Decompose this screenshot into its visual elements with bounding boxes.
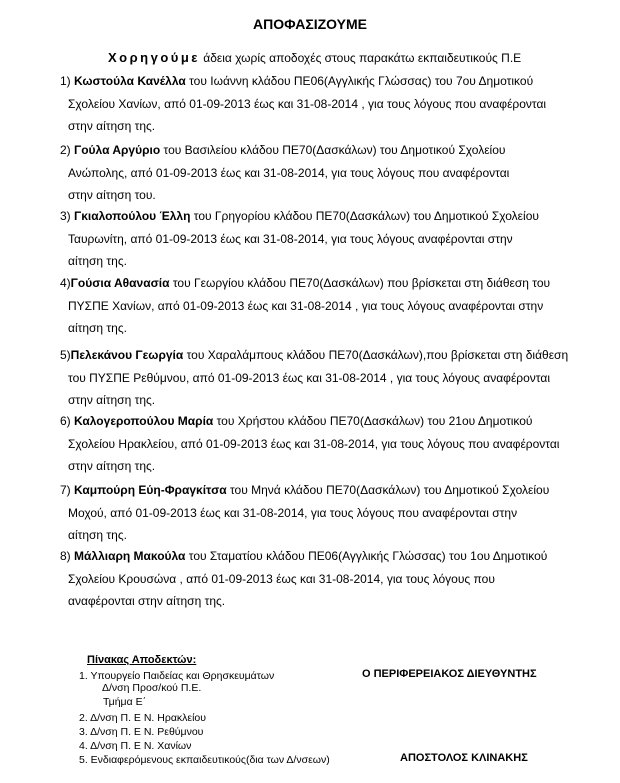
item-number: 2) <box>60 143 75 157</box>
item-line: του Ιωάννη κλάδου ΠΕ06(Αγγλικής Γλώσσας) του 7ου Δημοτικού <box>185 74 534 88</box>
teacher-item-6 <box>60 410 615 478</box>
item-number: 5) <box>60 348 71 362</box>
recipient-line: 3. Δ/νση Π. Ε Ν. Ρεθύμνου <box>79 726 204 738</box>
recipients-title: Πίνακας Αποδεκτών: <box>87 654 197 666</box>
teacher-item-4 <box>60 272 615 340</box>
item-line: του Μηνά κλάδου ΠΕ70(Δασκάλων) του Δημοτικού Σχολείου <box>226 483 550 497</box>
signatory-title: Ο ΠΕΡΙΦΕΡΕΙΑΚΟΣ ΔΙΕΥΘΥΝΤΗΣ <box>362 668 537 680</box>
item-number: 7) <box>60 483 75 497</box>
item-line: Ανώπολης, από 01-09-2013 έως και 31-08-2014, για τους λόγους που αναφέρονται <box>68 165 510 180</box>
item-line: Σχολείου Χανίων, από 01-09-2013 έως και 31-08-2014 , για τους λόγους που αναφέρονται <box>68 96 547 111</box>
item-line: του Σταματίου κλάδου ΠΕ06(Αγγλικής Γλώσσας) του 1ου Δημοτικού <box>185 549 548 563</box>
item-number: 1) <box>60 74 75 88</box>
teacher-name: Γκιαλοπούλου Έλλη <box>74 209 191 223</box>
item-line: στην αίτηση της. <box>68 459 156 473</box>
item-number: 3) <box>60 209 75 223</box>
item-line: στην αίτηση της. <box>68 393 156 407</box>
intro-text: άδεια χωρίς αποδοχές στους παρακάτω εκπαιδευτικούς Π.Ε <box>199 51 522 65</box>
teacher-item-2 <box>60 139 615 207</box>
recipient-line: 4. Δ/νση Π. Ε Ν. Χανίων <box>79 740 192 752</box>
item-line: του Χρήστου κλάδου ΠΕ70(Δασκάλων) του 21ου Δημοτικού <box>213 414 533 428</box>
item-line: αίτηση της. <box>68 254 127 268</box>
recipient-line: Δ/νση Προσ/κού Π.Ε. <box>102 682 202 694</box>
item-line: Ταυρωνίτη, από 01-09-2013 έως και 31-08-2014, για τους λόγους αναφέρονται στην <box>68 231 513 246</box>
teacher-name: Μάλλιαρη Μακούλα <box>74 549 186 563</box>
recipient-line: 1. Υπουργείο Παιδείας και Θρησκευμάτων <box>79 670 275 682</box>
signatory-name: ΑΠΟΣΤΟΛΟΣ ΚΛΙΝΑΚΗΣ <box>400 752 528 764</box>
item-line: του Χαραλάμπους κλάδου ΠΕ70(Δασκάλων),που βρίσκεται στη διάθεση <box>183 348 569 362</box>
item-line: αίτηση της. <box>68 321 127 335</box>
item-line: στην αίτηση του. <box>68 188 156 202</box>
teacher-item-5 <box>60 344 615 412</box>
teacher-item-8 <box>60 545 615 613</box>
intro-paragraph <box>108 50 521 65</box>
item-number: 8) <box>60 549 75 563</box>
item-line: του ΠΥΣΠΕ Ρεθύμνου, από 01-09-2013 έως και 31-08-2014 , για τους λόγους αναφέρονται <box>68 370 550 385</box>
teacher-name: Πελεκάνου Γεωργία <box>70 348 184 362</box>
item-line: αίτηση της. <box>68 528 127 542</box>
decision-heading: ΑΠΟΦΑΣΙΖΟΥΜΕ <box>252 16 368 32</box>
teacher-name: Κωστούλα Κανέλλα <box>74 74 186 88</box>
item-line: Σχολείου Κρουσώνα , από 01-09-2013 έως και 31-08-2014, για τους λόγους που <box>68 571 495 586</box>
item-number: 4) <box>60 276 71 290</box>
teacher-item-7 <box>60 479 615 547</box>
teacher-item-3 <box>60 205 615 273</box>
recipient-line: Τμήμα Ε΄ <box>103 696 147 708</box>
recipient-line: 5. Ενδιαφερόμενους εκπαιδευτικούς(δια των Δ/νσεων) <box>79 754 330 766</box>
item-line: ΠΥΣΠΕ Χανίων, από 01-09-2013 έως και 31-08-2014 , για τους λόγους αναφέρονται στην <box>68 298 544 313</box>
item-line: του Γρηγορίου κλάδου ΠΕ70(Δασκάλων) του Δημοτικού Σχολείου <box>190 209 539 223</box>
teacher-name: Γούλα Αργύριο <box>74 143 161 157</box>
recipient-line: 2. Δ/νση Π. Ε Ν. Ηρακλείου <box>79 712 206 724</box>
item-line: στην αίτηση της. <box>68 119 156 133</box>
item-line: αναφέρονται στην αίτηση της. <box>68 594 226 608</box>
teacher-item-1 <box>60 70 615 138</box>
teacher-name: Γούσια Αθανασία <box>70 276 170 290</box>
item-line: του Βασιλείου κλάδου ΠΕ70(Δασκάλων) του Δημοτικού Σχολείου <box>160 143 506 157</box>
item-number: 6) <box>60 414 75 428</box>
item-line: του Γεωργίου κλάδου ΠΕ70(Δασκάλων) που βρίσκεται στη διάθεση του <box>169 276 551 290</box>
item-line: Σχολείου Ηρακλείου, από 01-09-2013 έως και 31-08-2014, για τους λόγους που αναφέρονται <box>68 436 560 451</box>
teacher-name: Καμπούρη Εύη-Φραγκίτσα <box>74 483 227 497</box>
teacher-name: Καλογεροπούλου Μαρία <box>74 414 214 428</box>
item-line: Μοχού, από 01-09-2013 έως και 31-08-2014, για τους λόγους που αναφέρονται στην <box>68 505 518 520</box>
intro-verb: Χορηγούμε <box>108 50 200 65</box>
